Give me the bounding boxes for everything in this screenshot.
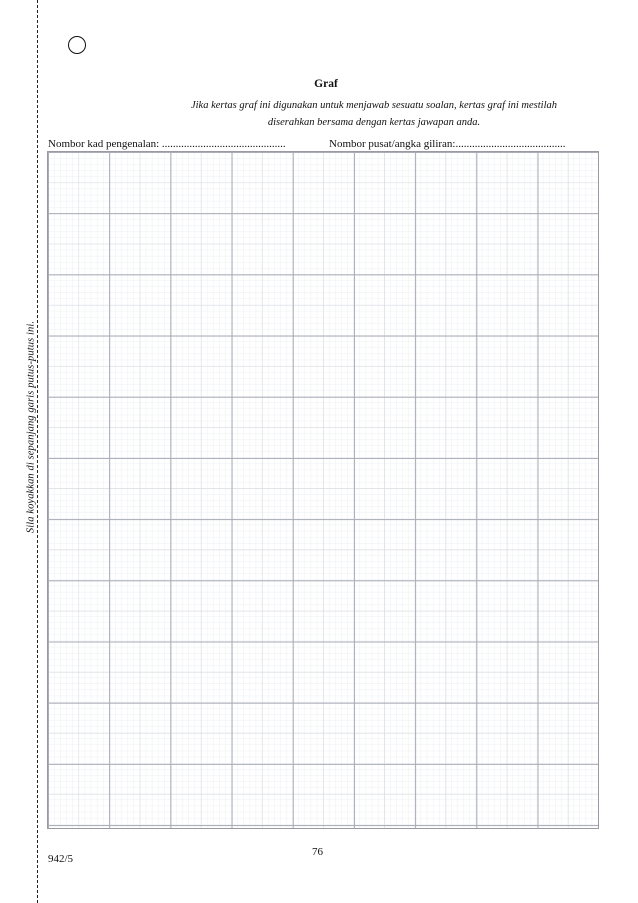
page-number: 76: [312, 846, 323, 858]
graph-paper-grid[interactable]: [47, 151, 599, 829]
paper-code: 942/5: [48, 853, 74, 865]
instruction-text: [48, 97, 638, 131]
instruction-line-1: Jika kertas graf ini digunakan untuk menjawab sesuatu soalan, kertas graf ini mestilah: [190, 100, 557, 111]
id-card-field[interactable]: Nombor kad pengenalan: .............................................: [48, 138, 286, 150]
page-title: Graf: [314, 78, 338, 90]
dashed-cut-line: [37, 0, 38, 903]
cut-instruction: Sila koyakkan di sepanjang garis putus-putus ini.: [25, 320, 37, 534]
circle-marker: [68, 36, 86, 54]
centre-number-field[interactable]: Nombor pusat/angka giliran:........................................: [329, 138, 566, 150]
instruction-line-2: diserahkan bersama dengan kertas jawapan anda.: [267, 117, 481, 128]
